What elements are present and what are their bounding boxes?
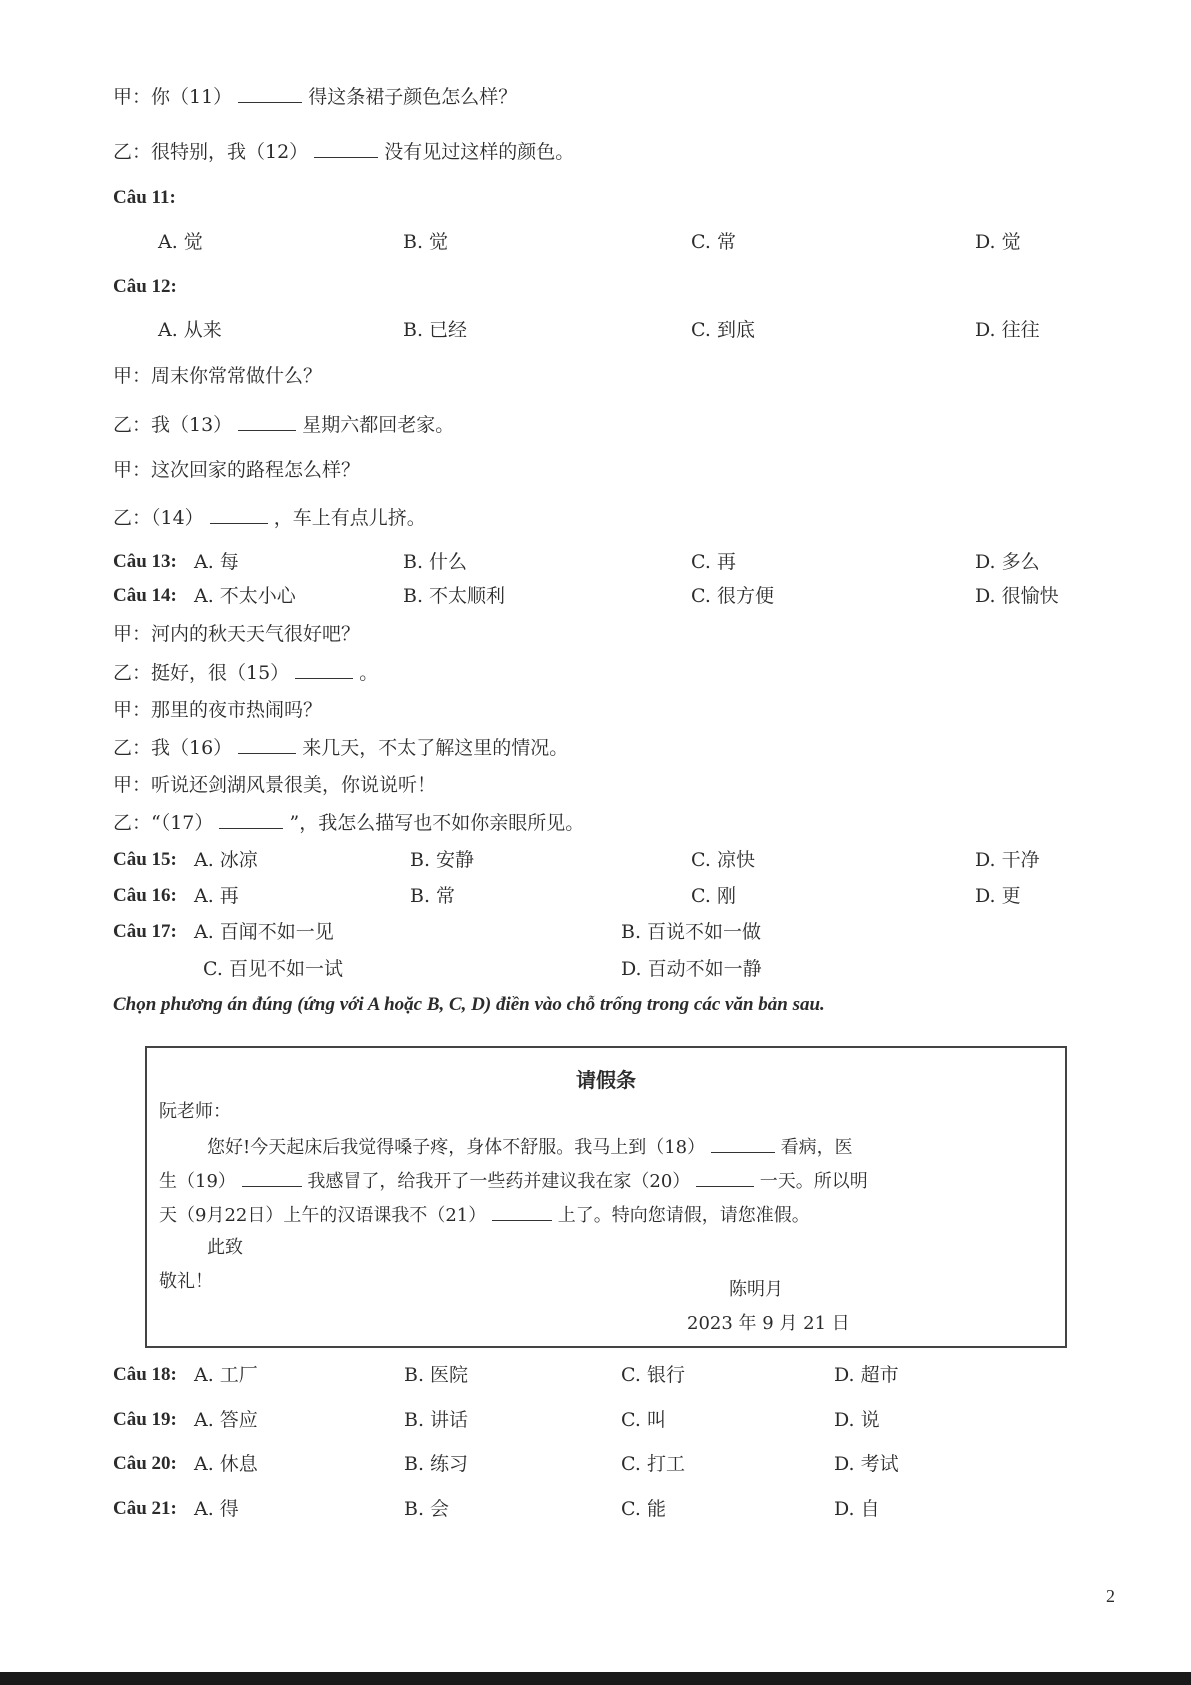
dialog-text: 乙：很特别，我（12） <box>113 141 309 163</box>
dialog-text: ”，我怎么描写也不如你亲眼所见。 <box>289 812 585 834</box>
q13-option-c[interactable]: C. 再 <box>691 551 736 573</box>
q11-option-b[interactable]: B. 觉 <box>403 231 449 253</box>
q15-option-b[interactable]: B. 安静 <box>410 849 475 871</box>
q19-option-c[interactable]: C. 叫 <box>621 1409 666 1431</box>
q21-option-b[interactable]: B. 会 <box>404 1498 450 1520</box>
q21-option-d[interactable]: D. 自 <box>834 1498 880 1520</box>
dialog2-line4 <box>113 505 426 530</box>
question-12-label: Câu 12: <box>113 276 177 297</box>
note-text: 生（19） <box>159 1171 236 1192</box>
dialog-text: 甲：你（11） <box>113 86 233 108</box>
note-text: 天（9月22日）上午的汉语课我不（21） <box>159 1205 487 1226</box>
leave-note-greeting: 阮老师： <box>159 1101 231 1122</box>
dialog2-line3: 甲：这次回家的路程怎么样？ <box>113 459 361 481</box>
q12-option-a[interactable]: A. 从来 <box>158 319 222 341</box>
blank-21 <box>492 1202 552 1221</box>
dialog3-line4 <box>113 735 568 760</box>
leave-note-title: 请假条 <box>576 1068 636 1092</box>
q16-option-d[interactable]: D. 更 <box>975 885 1021 907</box>
q19-option-d[interactable]: D. 说 <box>834 1409 880 1431</box>
note-text: 我感冒了，给我开了一些药并建议我在家（20） <box>307 1171 691 1192</box>
question-18-label: Câu 18: <box>113 1364 177 1385</box>
q18-option-d[interactable]: D. 超市 <box>834 1364 899 1386</box>
dialog3-line2 <box>113 660 378 685</box>
q16-option-c[interactable]: C. 刚 <box>691 885 736 907</box>
blank-17 <box>219 810 283 829</box>
dialog-text: 得这条裙子颜色怎么样？ <box>308 86 518 108</box>
dialog-text: 星期六都回老家。 <box>302 414 455 436</box>
q14-option-d[interactable]: D. 很愉快 <box>975 585 1059 607</box>
dialog3-line6 <box>113 810 584 835</box>
q13-option-a[interactable]: A. 每 <box>194 551 239 573</box>
leave-note-box <box>145 1046 1067 1348</box>
section-instruction: Chọn phương án đúng (ứng với A hoặc B, C, D) điền vào chỗ trống trong các văn bản sau. <box>113 994 825 1015</box>
q11-option-d[interactable]: D. 觉 <box>975 231 1021 253</box>
q11-option-c[interactable]: C. 常 <box>691 231 736 253</box>
q12-option-b[interactable]: B. 已经 <box>403 319 468 341</box>
dialog-text: 。 <box>359 662 379 684</box>
blank-12 <box>314 139 378 158</box>
question-21-label: Câu 21: <box>113 1498 177 1519</box>
note-text: 您好!今天起床后我觉得嗓子疼，身体不舒服。我马上到（18） <box>207 1137 706 1158</box>
question-17-label: Câu 17: <box>113 921 177 942</box>
q12-option-c[interactable]: C. 到底 <box>691 319 755 341</box>
dialog-text: 来几天，不太了解这里的情况。 <box>302 737 569 759</box>
blank-11 <box>238 84 302 103</box>
question-14-label: Câu 14: <box>113 585 177 606</box>
dialog-text: 乙：挺好，很（15） <box>113 662 290 684</box>
dialog-text: ，车上有点儿挤。 <box>273 507 426 529</box>
leave-note-line1 <box>207 1134 853 1160</box>
leave-note-closing1: 此致 <box>207 1237 243 1258</box>
q14-option-b[interactable]: B. 不太顺利 <box>403 585 506 607</box>
blank-13 <box>238 412 296 431</box>
q17-option-a[interactable]: A. 百闻不如一见 <box>194 921 334 943</box>
dialog1-line1 <box>113 84 517 109</box>
q21-option-a[interactable]: A. 得 <box>194 1498 239 1520</box>
dialog-text: 乙：“（17） <box>113 812 214 834</box>
q17-option-d[interactable]: D. 百动不如一静 <box>621 958 762 980</box>
q13-option-b[interactable]: B. 什么 <box>403 551 468 573</box>
q15-option-c[interactable]: C. 凉快 <box>691 849 755 871</box>
q16-option-a[interactable]: A. 再 <box>194 885 239 907</box>
blank-19 <box>242 1168 302 1187</box>
q19-option-a[interactable]: A. 答应 <box>194 1409 258 1431</box>
q18-option-b[interactable]: B. 医院 <box>404 1364 469 1386</box>
question-20-label: Câu 20: <box>113 1453 177 1474</box>
q11-option-a[interactable]: A. 觉 <box>158 231 203 253</box>
note-text: 一天。所以明 <box>759 1171 868 1192</box>
q20-option-a[interactable]: A. 休息 <box>194 1453 258 1475</box>
blank-16 <box>238 735 296 754</box>
dialog3-line5: 甲：听说还剑湖风景很美，你说说听！ <box>113 774 437 796</box>
q15-option-a[interactable]: A. 冰凉 <box>194 849 258 871</box>
q17-option-b[interactable]: B. 百说不如一做 <box>621 921 762 943</box>
question-11-label: Câu 11: <box>113 187 176 208</box>
note-text: 看病，医 <box>780 1137 853 1158</box>
note-text: 上了。特向您请假，请您准假。 <box>557 1205 810 1226</box>
q12-option-d[interactable]: D. 往往 <box>975 319 1040 341</box>
q20-option-b[interactable]: B. 练习 <box>404 1453 469 1475</box>
blank-14 <box>210 505 268 524</box>
leave-note-closing2: 敬礼！ <box>159 1271 213 1292</box>
q18-option-a[interactable]: A. 工厂 <box>194 1364 258 1386</box>
leave-note-signer: 陈明月 <box>729 1279 783 1300</box>
question-13-label: Câu 13: <box>113 551 177 572</box>
dialog-text: 没有见过这样的颜色。 <box>384 141 575 163</box>
dialog1-line2 <box>113 139 574 164</box>
q20-option-d[interactable]: D. 考试 <box>834 1453 899 1475</box>
q21-option-c[interactable]: C. 能 <box>621 1498 666 1520</box>
q20-option-c[interactable]: C. 打工 <box>621 1453 685 1475</box>
leave-note-line2 <box>159 1168 868 1194</box>
dialog2-line1: 甲：周末你常常做什么？ <box>113 365 323 387</box>
blank-20 <box>696 1168 754 1187</box>
dialog2-line2 <box>113 412 454 437</box>
question-16-label: Câu 16: <box>113 885 177 906</box>
dialog-text: 乙：（14） <box>113 507 204 529</box>
q13-option-d[interactable]: D. 多么 <box>975 551 1040 573</box>
q18-option-c[interactable]: C. 银行 <box>621 1364 685 1386</box>
dialog-text: 乙：我（16） <box>113 737 233 759</box>
dialog3-line3: 甲：那里的夜市热闹吗？ <box>113 699 323 721</box>
dialog3-line1: 甲：河内的秋天天气很好吧？ <box>113 623 361 645</box>
blank-18 <box>711 1134 775 1153</box>
leave-note-date: 2023 年 9 月 21 日 <box>687 1313 850 1334</box>
leave-note-line3 <box>159 1202 810 1228</box>
page-number: 2 <box>1106 1586 1115 1606</box>
q15-option-d[interactable]: D. 干净 <box>975 849 1040 871</box>
q14-option-a[interactable]: A. 不太小心 <box>194 585 296 607</box>
question-19-label: Câu 19: <box>113 1409 177 1430</box>
q14-option-c[interactable]: C. 很方便 <box>691 585 774 607</box>
q17-option-c[interactable]: C. 百见不如一试 <box>203 958 343 980</box>
q19-option-b[interactable]: B. 讲话 <box>404 1409 469 1431</box>
dialog-text: 乙：我（13） <box>113 414 233 436</box>
scan-edge <box>0 1672 1191 1685</box>
q16-option-b[interactable]: B. 常 <box>410 885 456 907</box>
blank-15 <box>295 660 353 679</box>
question-15-label: Câu 15: <box>113 849 177 870</box>
